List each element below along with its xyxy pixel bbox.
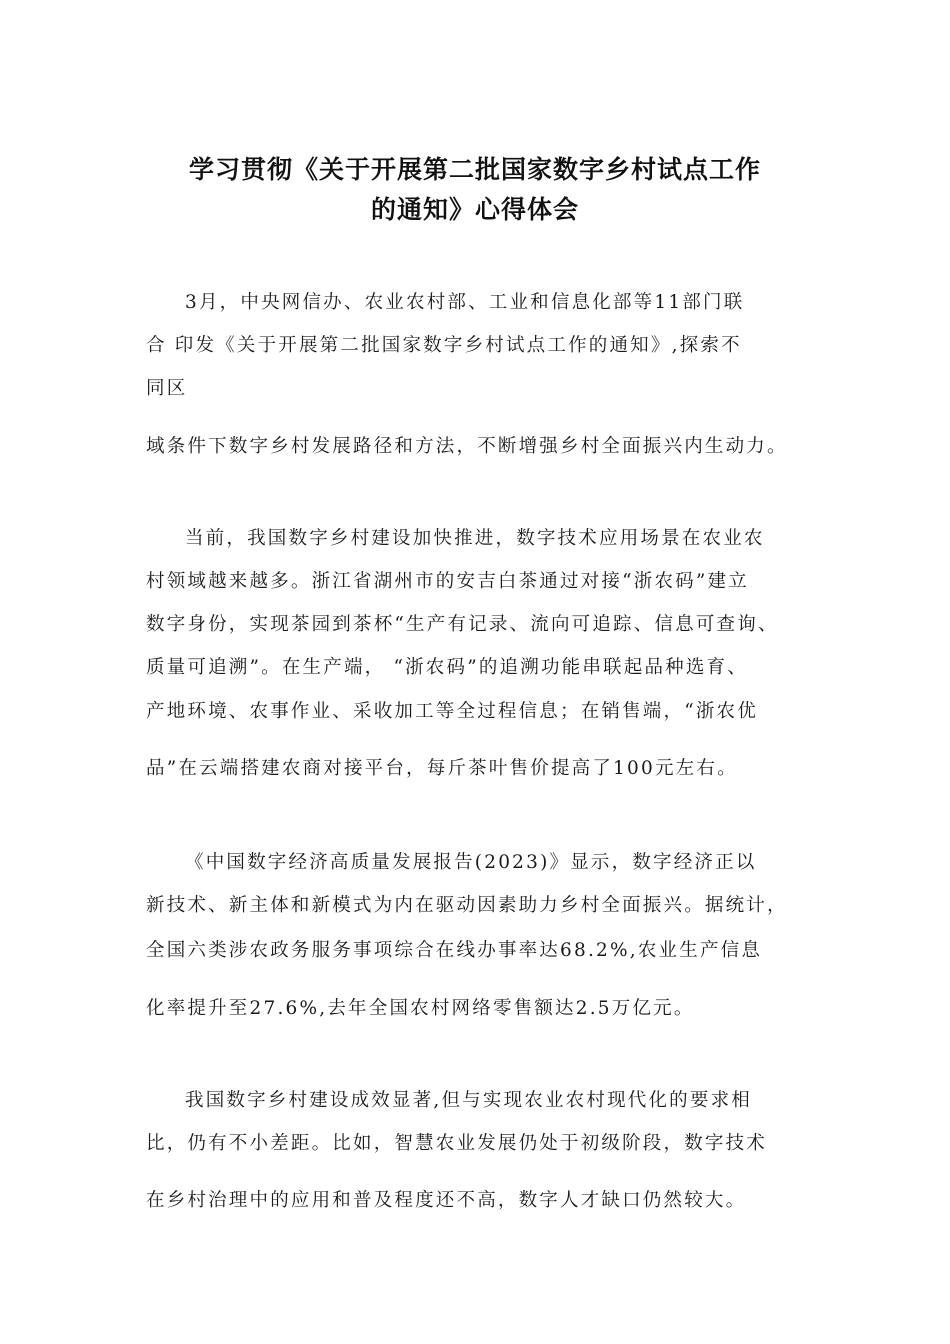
paragraph-1-line-3: 同区 [146, 378, 188, 399]
paragraph-4-line-1: 我国数字乡村建设成效显著,但与实现农业农村现代化的要求相 [185, 1090, 752, 1111]
paragraph-2-line-4: 质量可追溯”。在生产端， “浙农码”的追溯功能串联起品种选育、 [146, 657, 748, 678]
paragraph-1-line-4: 域条件下数字乡村发展路径和方法，不断增强乡村全面振兴内生动力。 [146, 436, 788, 457]
paragraph-2-line-1: 当前，我国数字乡村建设加快推进，数字技术应用场景在农业农 [185, 528, 765, 549]
paragraph-2-line-3: 数字身份，实现茶园到茶杯“生产有记录、流向可追踪、信息可查询、 [146, 614, 779, 635]
paragraph-2-line-6: 品”在云端搭建农商对接平台，每斤茶叶售价提高了100元左右。 [146, 758, 738, 779]
paragraph-1-line-2: 合 印发《关于开展第二批国家数字乡村试点工作的通知》,探索不 [146, 335, 742, 356]
paragraph-3-line-2: 新技术、新主体和新模式为内在驱动因素助力乡村全面振兴。据统计， [146, 895, 788, 916]
document-title-line-2: 的通知》心得体会 [370, 195, 579, 224]
paragraph-2-line-5: 产地环境、农事作业、采收加工等全过程信息；在销售端，“浙农优 [146, 701, 758, 722]
paragraph-4-line-2: 比，仍有不小差距。比如，智慧农业发展仍处于初级阶段，数字技术 [146, 1133, 768, 1154]
paragraph-3-line-3: 全国六类涉农政务服务事项综合在线办事率达68.2%,农业生产信息 [146, 940, 763, 961]
paragraph-4-line-3: 在乡村治理中的应用和普及程度还不高，数字人才缺口仍然较大。 [146, 1190, 747, 1211]
paragraph-2-line-2: 村领域越来越多。浙江省湖州市的安吉白茶通过对接“浙农码”建立 [146, 571, 749, 592]
paragraph-3-line-4: 化率提升至27.6%,去年全国农村网络零售额达2.5万亿元。 [146, 998, 695, 1019]
paragraph-3-line-1: 《中国数字经济高质量发展报告(2023)》显示，数字经济正以 [185, 852, 757, 873]
paragraph-1-line-1: 3月，中央网信办、农业农村部、工业和信息化部等11部门联 [185, 292, 745, 313]
document-title-line-1: 学习贯彻《关于开展第二批国家数字乡村试点工作 [188, 155, 761, 184]
